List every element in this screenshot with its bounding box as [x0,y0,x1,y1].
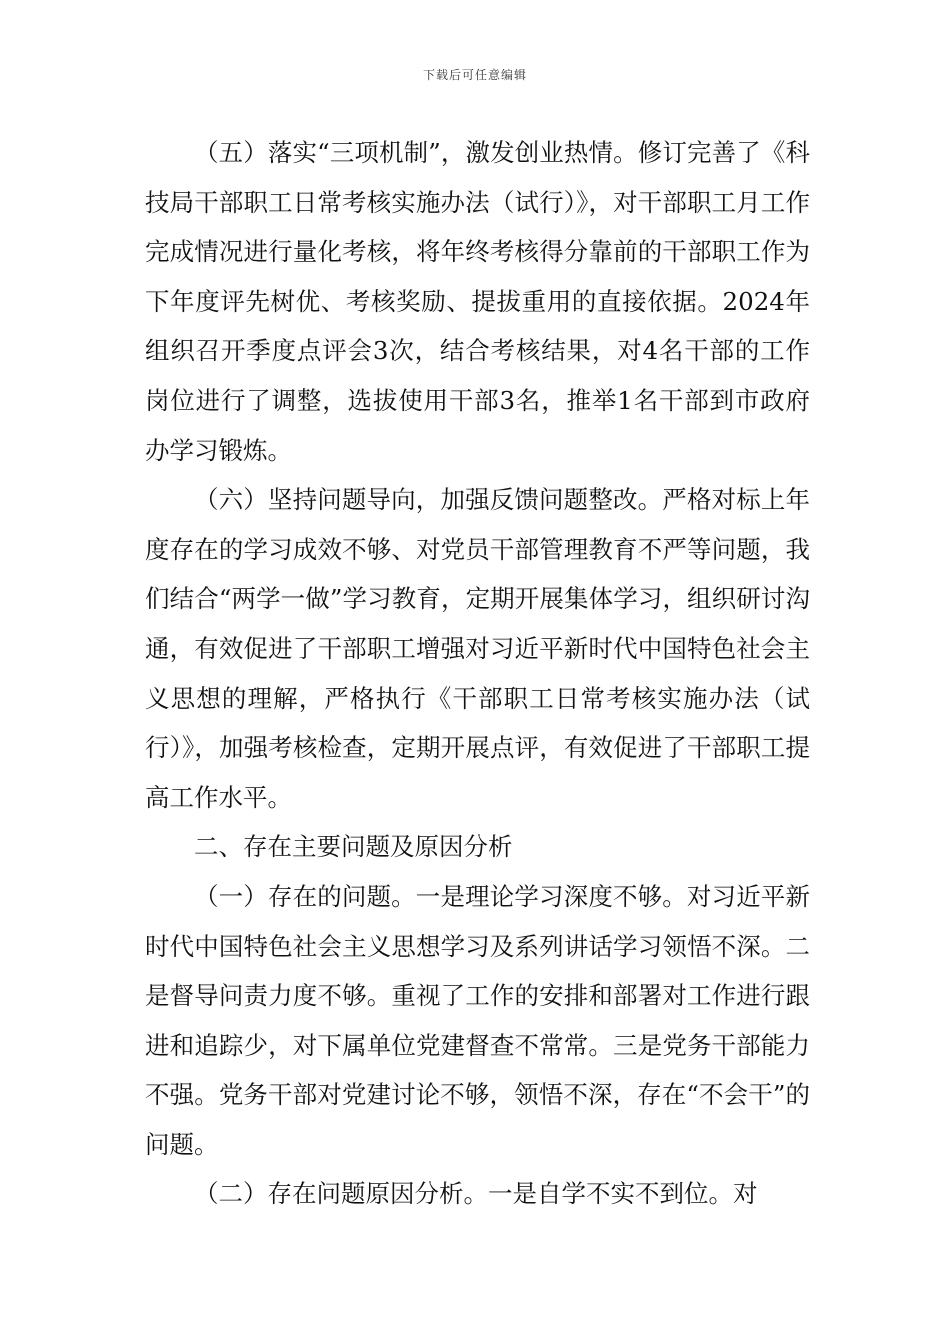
paragraph-six-problem-orientation: （六）坚持问题导向，加强反馈问题整改。严格对标上年度存在的学习成效不够、对党员干部管理教育不严等问题，我们结合“两学一做”学习教育，定期开展集体学习，组织研讨沟通，有效促进了干部职工增强对习近平新时代中国特色社会主义思想的理解，严格执行《干部职工日常考核实施办法（试行）》，加强考核检查，定期开展点评，有效促进了干部职工提高工作水平。 [145,485,810,812]
paragraph-five-three-mechanisms: （五）落实“三项机制”，激发创业热情。修订完善了《科技局干部职工日常考核实施办法（试行）》，对干部职工月工作完成情况进行量化考核，将年终考核得分靠前的干部职工作为下年度评先树优、考核奖励、提拔重用的直接依据。2024年组织召开季度点评会3次，结合考核结果，对4名干部的工作岗位进行了调整，选拔使用干部3名，推举1名干部到市政府办学习锻炼。 [145,138,810,465]
paragraph-existing-problems: （一）存在的问题。一是理论学习深度不够。对习近平新时代中国特色社会主义思想学习及系列讲话学习领悟不深。二是督导问责力度不够。重视了工作的安排和部署对工作进行跟进和追踪少，对下属单位党建督查不常常。三是党务干部能力不强。党务干部对党建讨论不够，领悟不深，存在“不会干”的问题。 [145,881,810,1159]
paragraph-cause-analysis: （二）存在问题原因分析。一是自学不实不到位。对 [194,1179,758,1209]
page-header: 下载后可任意编辑 [422,68,527,82]
document-body [145,128,810,1219]
section-heading-problems-analysis: 二、存在主要问题及原因分析 [194,832,513,862]
